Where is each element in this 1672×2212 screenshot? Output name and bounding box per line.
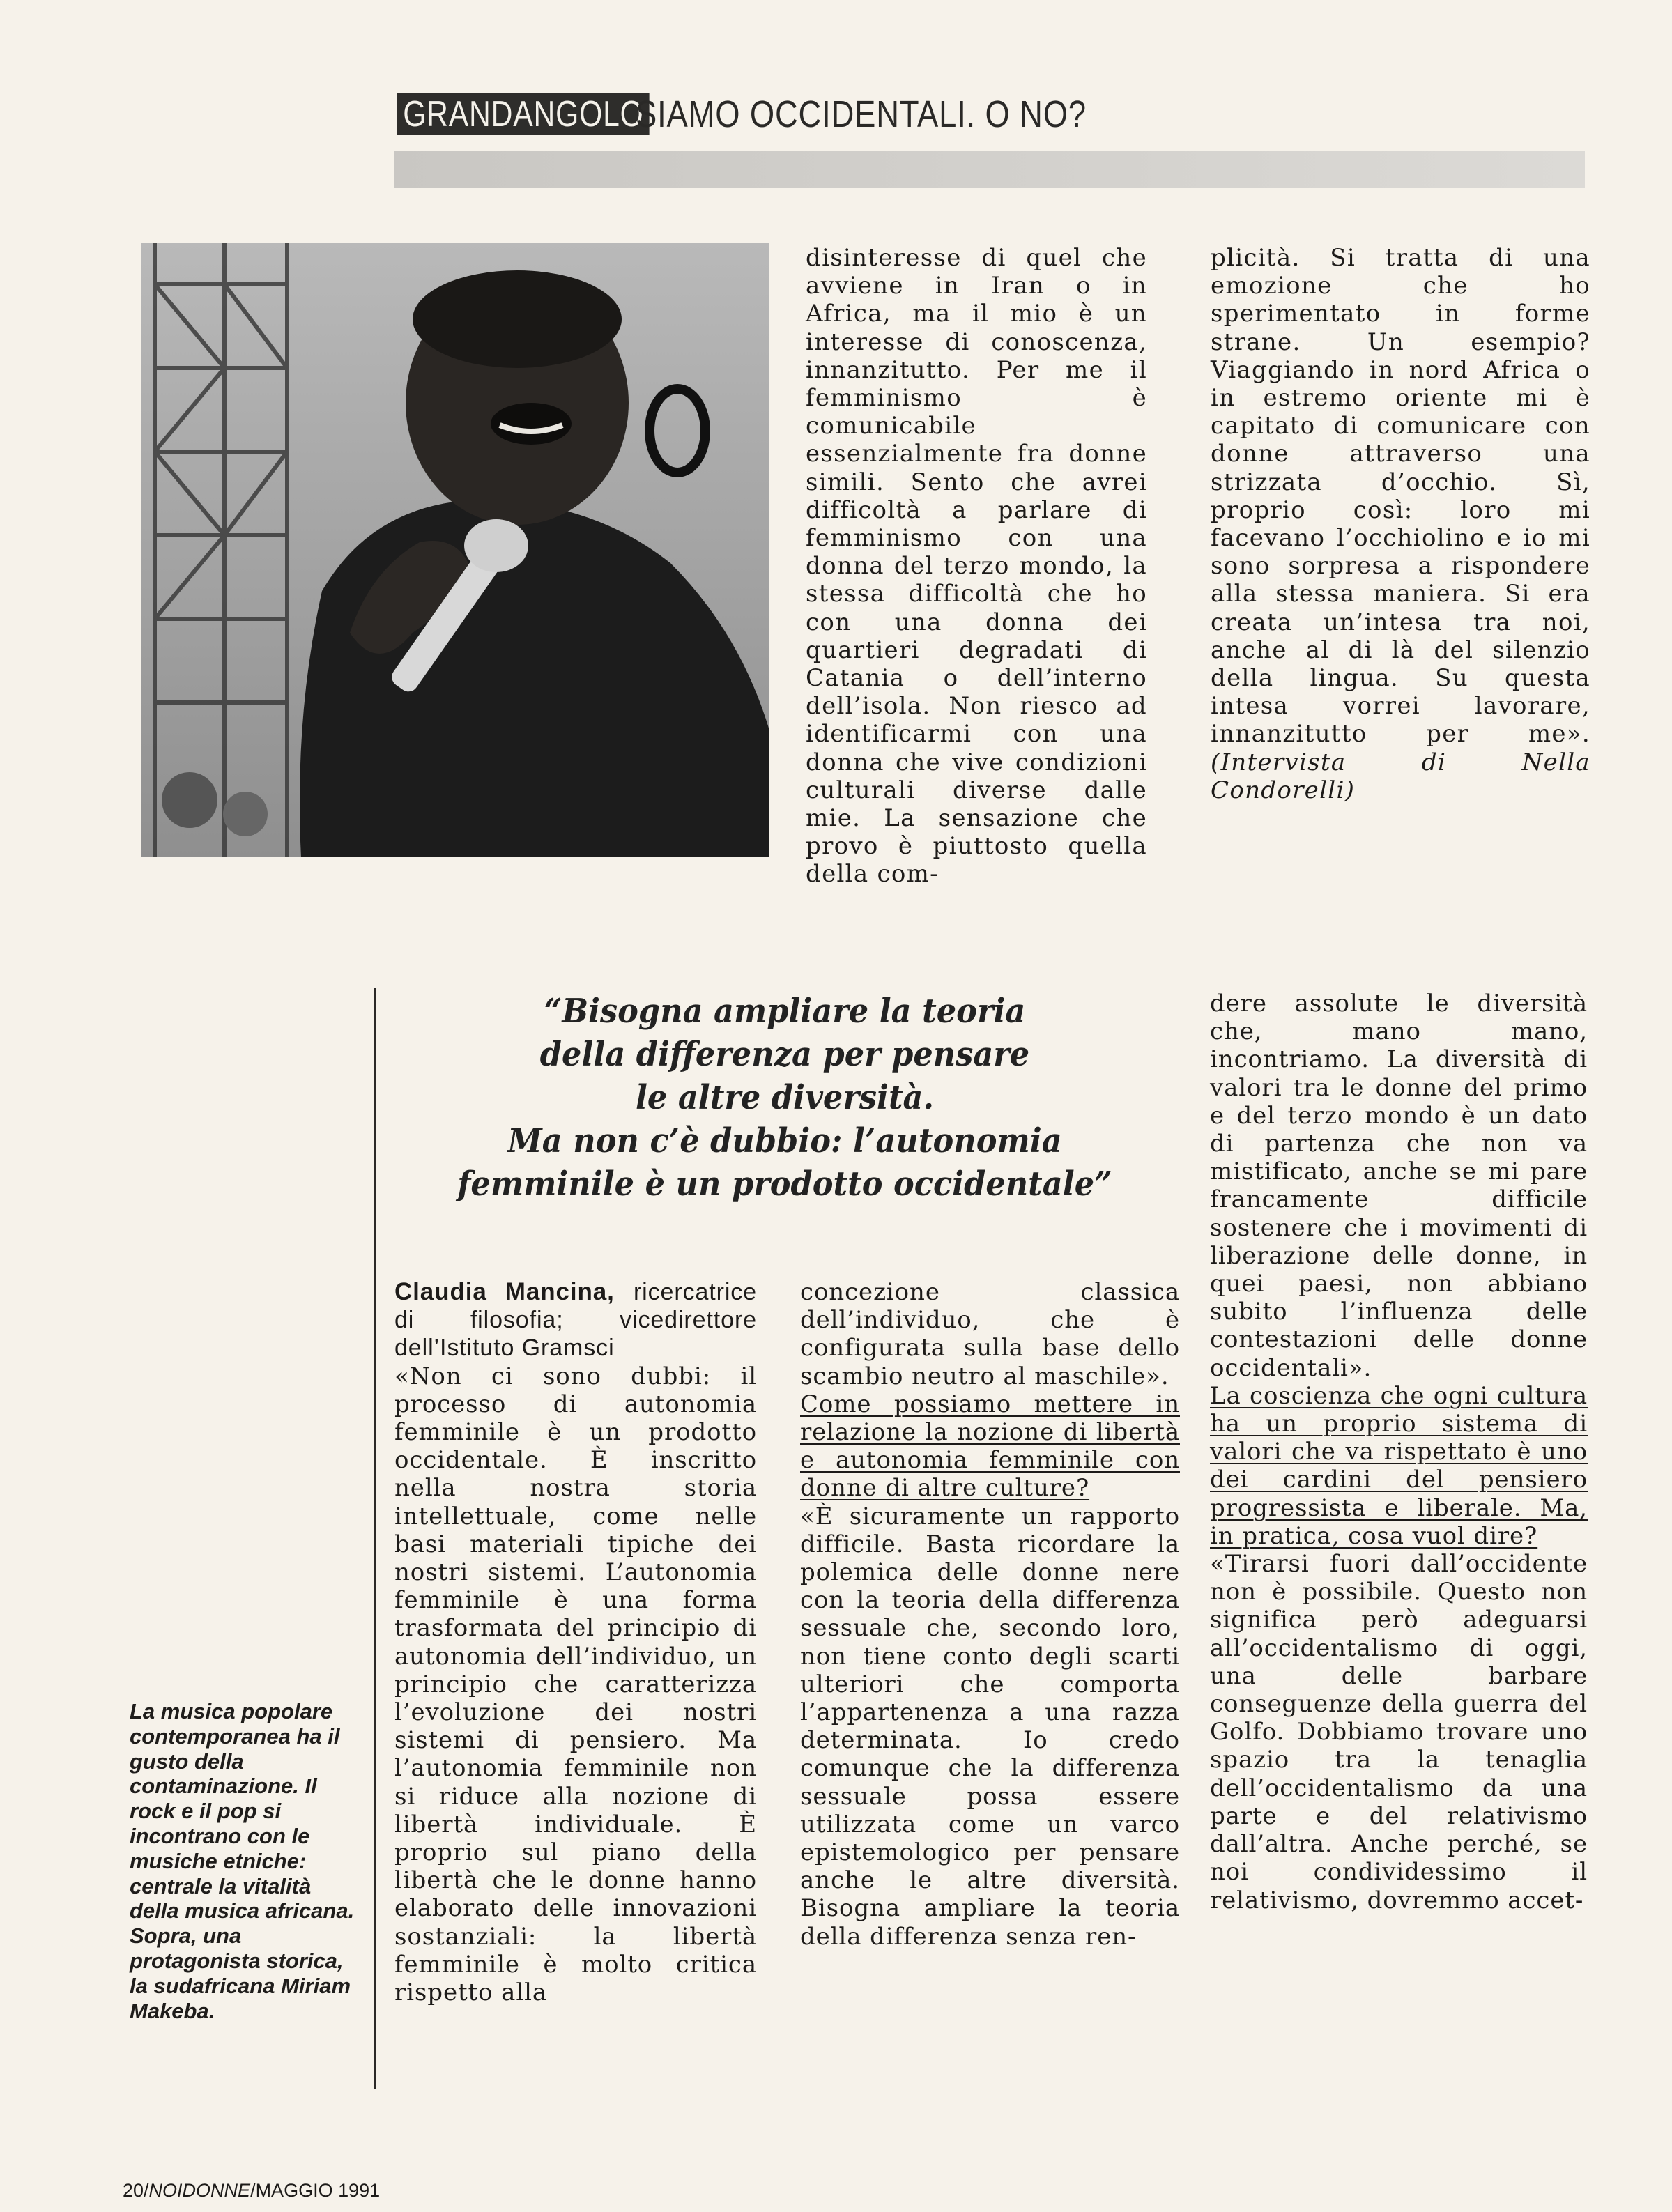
interview-column-2 xyxy=(800,1278,1180,1951)
page-number: 20/ xyxy=(123,2180,149,2201)
issue-date: /MAGGIO 1991 xyxy=(250,2180,381,2201)
pull-quote-line: “Bisogna ampliare la teoria xyxy=(544,992,1026,1031)
top-article-column-3-text: plicità. Si tratta di una emozione che ho sperimentato in forme strane. Un esempio? Viaggiando in nord Africa o in estremo oriente mi è capitato di comunicare con donne attraverso una strizzata d’occhio. Sì, proprio così: loro mi facevano l’occhiolino e io mi sono sorpresa a rispondere alla stessa maniera. Si era creata un’intesa tra noi, anche al di là del silenzio della lingua. Su questa intesa vorrei lavorare, innanzitutto per me». xyxy=(1211,244,1590,748)
top-article-column-3 xyxy=(1211,244,1590,804)
byline-role: ricercatrice di filosofia; vicedirettore dell’Istituto Gramsci xyxy=(394,1279,757,1362)
singer-photo xyxy=(141,243,769,857)
interview-column-1 xyxy=(394,1278,757,2006)
section-label: GRANDANGOLO xyxy=(397,93,650,135)
interview-answer: «È sicuramente un rapporto difficile. Basta ricordare la polemica delle donne nere con la teoria della differenza sessuale che, secondo loro, non tiene conto degli scarti ulteriori che comporta l’appartenenza a una razza determinata. Io credo comunque che la differenza sessuale possa essere utilizzata come un varco epistemologico per pensare anche le altre diversità. Bisogna ampliare la teoria della differenza senza ren- xyxy=(800,1502,1180,1951)
pull-quote-line: femminile è un prodotto occidentale” xyxy=(457,1165,1112,1204)
caption-divider xyxy=(374,988,376,2089)
pull-quote-line: della differenza per pensare xyxy=(539,1035,1030,1074)
interview-answer: concezione classica dell’individuo, che è configurata sulla base dello scambio neutro al maschile». xyxy=(800,1278,1180,1390)
byline-name: Claudia Mancina, xyxy=(394,1278,615,1305)
pull-quote-line: le altre diversità. xyxy=(635,1078,935,1117)
interview-column-3 xyxy=(1210,990,1588,1914)
interview-signature: (Intervista di Nella Condorelli) xyxy=(1211,748,1590,804)
page-footer xyxy=(123,2180,380,2202)
photo-caption: La musica popolare contemporanea ha il gusto della contaminazione. Il rock e il pop si incontrano con le musiche etniche: centrale la vitalità della musica africana. Sopra, una protagonista storica, la sudafricana Miriam Makeba. xyxy=(130,1699,355,2023)
magazine-name: NOIDONNE xyxy=(148,2180,251,2201)
interview-answer: dere assolute le diversità che, mano mano, incontriamo. La diversità di valori tra le donne del primo e del terzo mondo è un dato di partenza che non va mistificato, anche se mi pare francamente difficile sostenere che i movimenti di liberazione delle donne, in quei paesi, non abbiano subito l’influenza delle contestazioni delle donne occidentali». xyxy=(1210,990,1588,1382)
interview-answer: «Non ci sono dubbi: il processo di autonomia femminile è un prodotto occidentale. È inscritto nella nostra storia intellettuale, come nelle basi materiali tipiche dei nostri sistemi. L’autonomia femminile è una forma trasformata del principio di autonomia dell’individuo, un principio che caratterizza l’evoluzione dei nostri sistemi di pensiero. Ma l’autonomia femminile non si riduce alla nozione di libertà individuale. È proprio sul piano della libertà che le donne hanno elaborato delle innovazioni sostanziali: la libertà femminile è molto critica rispetto alla xyxy=(394,1362,757,2007)
article-title: SIAMO OCCIDENTALI. O NO? xyxy=(636,93,1087,135)
pull-quote xyxy=(422,990,1148,1206)
interview-question: La coscienza che ogni cultura ha un proprio sistema di valori che va rispettato è uno dei cardini del pensiero progressista e liberale. Ma, in pratica, cosa vuol dire? xyxy=(1210,1381,1588,1550)
header-rule xyxy=(394,151,1585,188)
pull-quote-line: Ma non c’è dubbio: l’autonomia xyxy=(507,1121,1062,1160)
interview-question: Come possiamo mettere in relazione la nozione di libertà e autonomia femminile con donne di altre culture? xyxy=(800,1390,1180,1503)
top-article-column-2: disinteresse di quel che avviene in Iran o in Africa, ma il mio è un interesse di conoscenza, innanzitutto. Per me il femminismo è comunicabile essenzialmente fra donne simili. Sento che avrei difficoltà a parlare di femminismo con una donna del terzo mondo, la stessa difficoltà che ho con una donna dei quartieri degradati di Catania o dell’interno dell’isola. Non riesco ad identificarmi con una donna che vive condizioni culturali diverse dalle mie. La sensazione che provo è piuttosto quella della com- xyxy=(806,244,1147,889)
interview-answer: «Tirarsi fuori dall’occidente non è possibile. Questo non significa però adeguarsi all’occidentalismo di oggi, una delle barbare conseguenze della guerra del Golfo. Dobbiamo trovare uno spazio tra la tenaglia dell’occidentalismo da una parte e del relativismo dall’altra. Anche perché, se noi condividessimo il relativismo, dovremmo accet- xyxy=(1210,1550,1588,1914)
